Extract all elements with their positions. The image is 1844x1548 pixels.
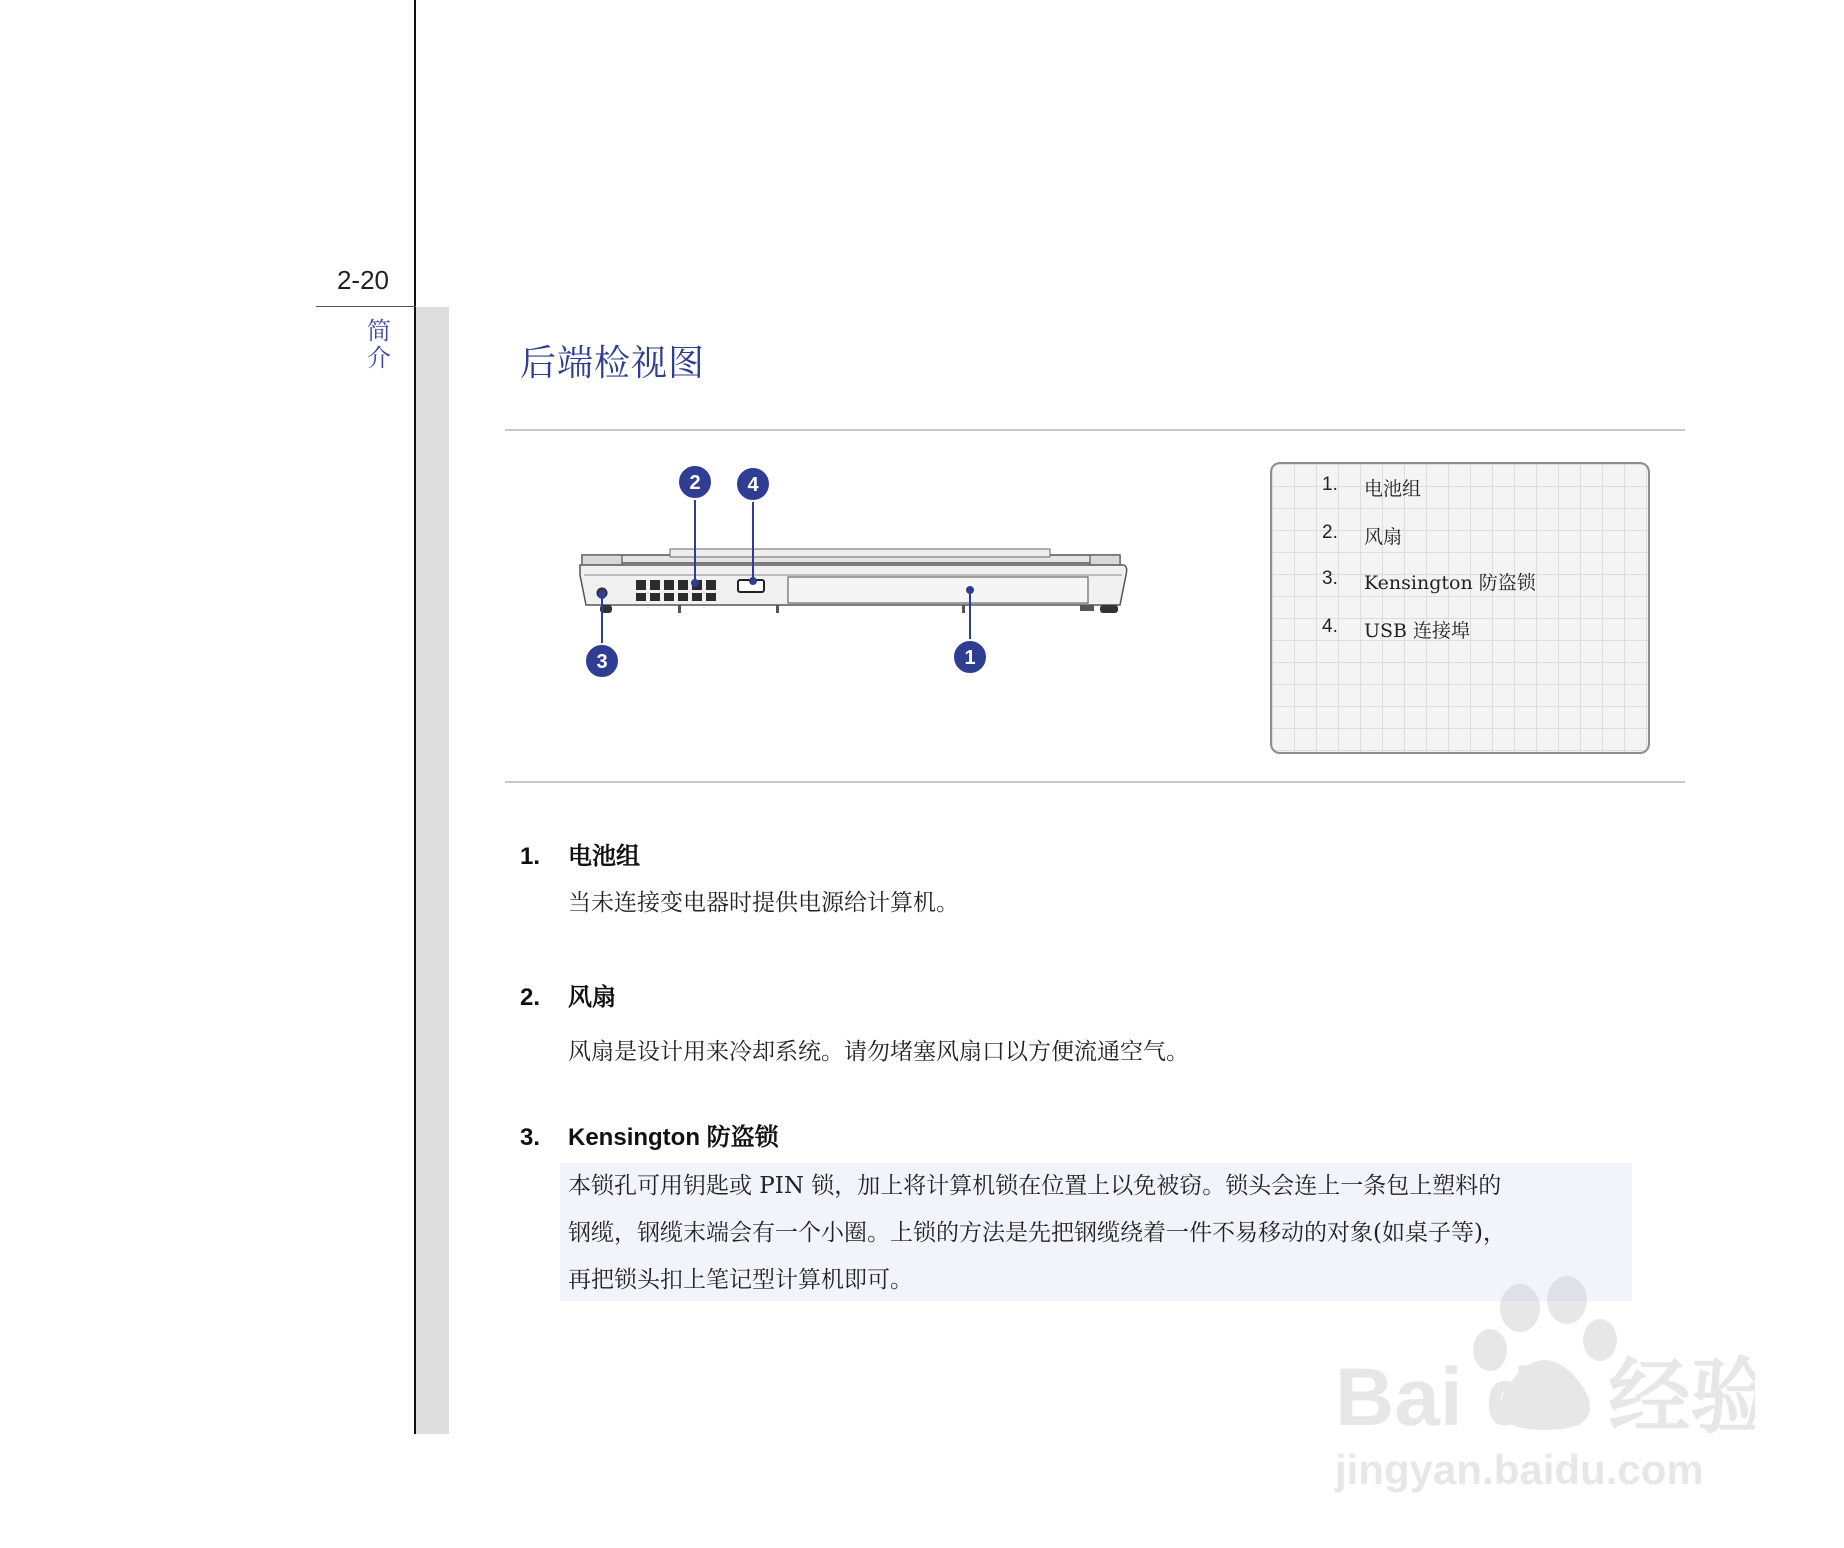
callout-badge-4	[736, 467, 770, 501]
callout-badge-3	[585, 644, 619, 678]
callout-badge-2	[678, 465, 712, 499]
foot-1	[678, 605, 681, 613]
section-tag	[364, 318, 394, 372]
callout-dot-3	[599, 592, 605, 598]
item-number: 1.	[520, 843, 541, 870]
legend-number: 1.	[1322, 474, 1338, 495]
legend-item-2	[1322, 522, 1402, 549]
svg-text:3: 3	[596, 651, 608, 673]
item-heading-2	[520, 977, 616, 1012]
svg-text:1: 1	[964, 647, 976, 669]
laptop-rear-view-drawing	[560, 455, 1240, 695]
watermark-brand: Bai du 经验	[1335, 1352, 1755, 1443]
legend-number: 4.	[1322, 616, 1338, 637]
legend-box	[1270, 462, 1650, 754]
divider-bottom	[505, 781, 1685, 783]
legend-label: Kensington 防盗锁	[1364, 572, 1536, 594]
page-number: 2-20	[336, 265, 389, 295]
legend-label: USB 连接埠	[1364, 620, 1471, 642]
callout-dot-1	[967, 587, 973, 593]
item-body-1: 当未连接变电器时提供电源给计算机。	[568, 890, 959, 916]
legend-item-4	[1322, 616, 1470, 643]
item-title: 电池组	[568, 841, 640, 870]
section-tag-char-2: 介	[367, 344, 391, 372]
item-body-line: 本锁孔可用钥匙或 PIN 锁，加上将计算机锁在位置上以免被窃。锁头会连上一条包上塑料的	[568, 1173, 1502, 1199]
item-number: 3.	[520, 1124, 541, 1151]
battery-pack	[788, 577, 1088, 603]
divider-top	[505, 429, 1685, 431]
item-title: 风扇	[568, 982, 616, 1011]
legend-item-3	[1322, 568, 1536, 595]
page-number-rule	[316, 306, 416, 307]
margin-bar	[416, 307, 449, 1434]
item-number: 2.	[520, 984, 541, 1011]
item-title: Kensington 防盗锁	[568, 1124, 779, 1151]
baidu-paw-logo	[1315, 1270, 1755, 1500]
lid-top-edge	[670, 549, 1050, 557]
foot-4	[1080, 605, 1094, 611]
legend-number: 2.	[1322, 522, 1338, 543]
legend-label: 电池组	[1364, 478, 1422, 500]
item-body-2: 风扇是设计用来冷却系统。请勿堵塞风扇口以方便流通空气。	[568, 1039, 1189, 1065]
baidu-watermark	[1315, 1270, 1755, 1500]
foot-5	[1100, 605, 1118, 613]
callout-dot-2	[692, 580, 698, 586]
item-heading-3	[520, 1117, 779, 1152]
watermark-url: jingyan.baidu.com	[1335, 1446, 1704, 1493]
callout-badge-1	[953, 640, 987, 674]
callout-dot-4	[750, 578, 756, 584]
section-tag-char-1: 简	[367, 317, 391, 345]
svg-text:4: 4	[747, 474, 759, 496]
item-body-line: 再把锁头扣上笔记型计算机即可。	[568, 1267, 913, 1293]
svg-text:2: 2	[689, 472, 701, 494]
laptop-rear-view-figure	[560, 455, 1240, 695]
foot-2	[776, 605, 779, 613]
foot-3	[962, 605, 965, 613]
item-body-line: 钢缆，钢缆末端会有一个小圈。上锁的方法是先把钢缆绕着一件不易移动的对象(如桌子等)，	[568, 1220, 1506, 1246]
item-heading-1	[520, 836, 640, 871]
page-title: 后端检视图	[520, 343, 706, 384]
legend-number: 3.	[1322, 568, 1338, 589]
legend-label: 风扇	[1364, 526, 1403, 548]
legend-item-1	[1322, 474, 1421, 501]
